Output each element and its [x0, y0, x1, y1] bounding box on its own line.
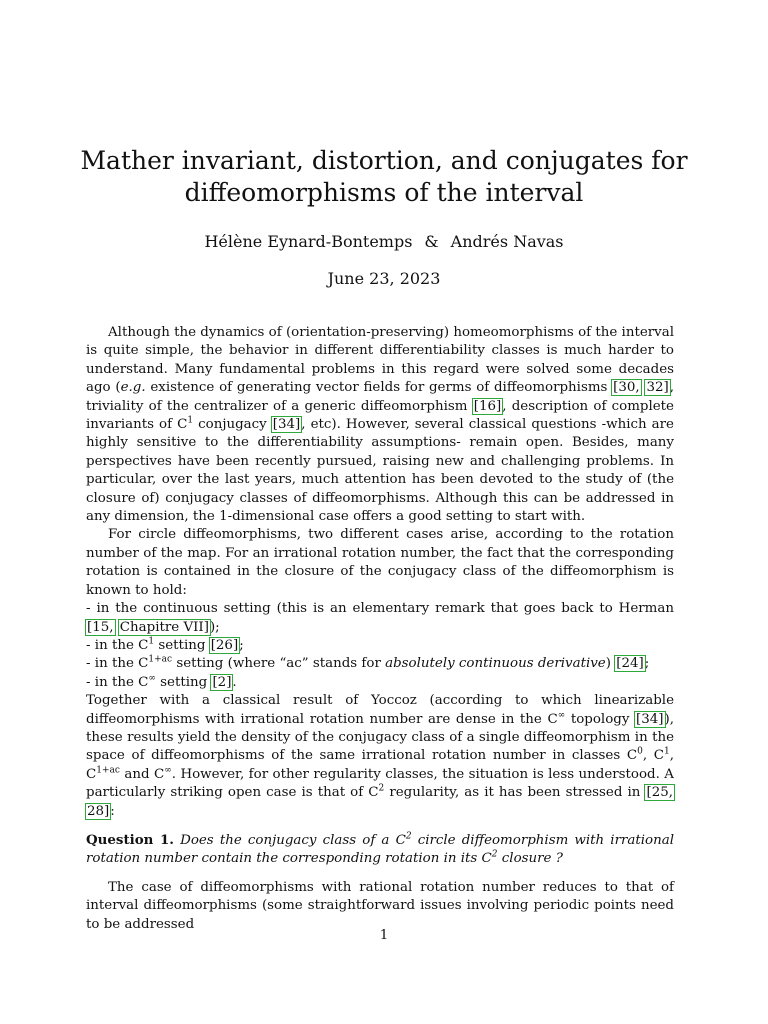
question-text: Does the conjugacy class of a C — [173, 832, 406, 848]
text-run: - in the C — [86, 656, 149, 672]
text-run: , triviality of the centralizer of a generic diffeomorphism — [86, 380, 674, 414]
citation-link[interactable]: [2] — [212, 674, 232, 690]
superscript: 1+ac — [96, 765, 120, 776]
text-run: conjugacy — [193, 417, 272, 433]
paragraph-3 — [86, 692, 674, 821]
paragraph-2: For circle diffeomorphisms, two different cases arise, according to the rotation number of the map. For an irrational rotation number, the fact that the corresponding rotation is contained in the closure of the conjugacy class of the diffeomorphism is known to hold: — [86, 527, 674, 598]
list-item — [86, 637, 674, 655]
text-run: existence of generating vector fields for germs of diffeomorphisms — [145, 380, 613, 396]
text-run: and C — [119, 766, 165, 782]
text-run: , C — [642, 748, 665, 764]
title-line-1: Mather invariant, distortion, and conjugates for — [80, 146, 688, 175]
page-number: 1 — [379, 928, 389, 943]
text-run: setting — [154, 637, 210, 653]
title-line-2: diffeomorphisms of the interval — [184, 178, 584, 207]
paper-body — [86, 324, 674, 934]
question-text: closure ? — [497, 851, 563, 867]
superscript: 2 — [491, 849, 498, 860]
superscript: 1 — [148, 636, 155, 647]
text-run: - in the C — [86, 637, 149, 653]
text-run: , C — [86, 748, 675, 782]
citation-link[interactable]: [26] — [210, 637, 239, 653]
list-item — [86, 674, 674, 692]
text-run: ), these results yield the density of the conjugacy class of a single diffeomorphism in the space of diffeomorphisms of the same irrational rotation number in classes C — [86, 711, 674, 764]
superscript: ∞ — [164, 765, 172, 776]
author-2: Andrés Navas — [450, 232, 564, 251]
list-item — [86, 655, 674, 673]
paper-date: June 23, 2023 — [327, 269, 441, 288]
question-text: circle diffeomorphism with irrational rotation number contain the corresponding rotation in its C — [86, 832, 674, 867]
author-1: Hélène Eynard-Bontemps — [204, 232, 413, 251]
text-run: : — [110, 803, 115, 819]
superscript: 2 — [378, 783, 385, 794]
text-run: , etc). However, several classical questions -which are highly sensitive to the differentiability assumptions- remain open. Besides, many perspectives have been recently pursued, raising new and challenging problems. In particular, over the last years, much attention has been devoted to the study of (the closure of) conjugacy classes of diffeomorphisms. Although this can be addressed in any dimension, the 1-dimensional case offers a good setting to start with. — [86, 417, 674, 525]
text-run: , description of complete invariants of C — [86, 398, 674, 433]
citation-link[interactable]: [25, — [646, 785, 673, 801]
text-run-italic: e.g. — [120, 380, 146, 396]
citation-link[interactable]: [24] — [616, 656, 644, 672]
superscript: 1+ac — [148, 654, 173, 665]
citation-link[interactable]: [34] — [272, 417, 301, 433]
text-run: ) — [605, 656, 616, 672]
text-run: setting (where “ac” stands for — [172, 656, 386, 672]
text-run: Together with a classical result of Yoccoz (according to which linearizable diffeomorphisms with irrational rotation number are dense in the C — [86, 693, 674, 727]
superscript: 1 — [664, 746, 670, 757]
citation-link[interactable]: [15, — [87, 619, 114, 635]
superscript: 2 — [405, 831, 412, 842]
superscript: 0 — [637, 746, 643, 757]
text-run: ; — [239, 637, 244, 653]
citation-link[interactable]: Chapitre VII] — [119, 619, 209, 635]
text-run: ; — [644, 656, 650, 672]
paragraph-1 — [86, 324, 674, 526]
citation-link[interactable]: [34] — [636, 711, 664, 727]
citation-link[interactable]: [30, — [613, 380, 640, 396]
text-run: regularity, as it has been stressed in — [384, 785, 646, 801]
text-run: ); — [209, 619, 220, 635]
paragraph-4: The case of diffeomorphisms with rational rotation number reduces to that of interval diffeomorphisms (some straightforward issues involving periodic points need to be addressed — [86, 879, 674, 932]
text-run: - in the continuous setting (this is an elementary remark that goes back to Herman — [86, 601, 674, 617]
text-run: . However, for other regularity classes, the situation is less understood. A particularly striking open case is that of C — [86, 766, 674, 801]
text-run: Although the dynamics of (orientation-preserving) homeomorphisms of the interval is quite simple, the behavior in different differentiability classes is much harder to understand. Many fundamental problems in this regard were solved some decades ago ( — [86, 325, 674, 396]
question-label: Question 1. — [86, 831, 174, 848]
text-run-italic: absolutely continuous derivative — [385, 656, 606, 672]
citation-link[interactable]: 32] — [646, 380, 669, 396]
text-run: setting — [155, 674, 212, 690]
text-run: . — [232, 674, 237, 690]
author-separator: & — [424, 232, 439, 251]
authors — [60, 231, 708, 253]
citation-link[interactable]: 28] — [87, 803, 110, 819]
superscript: ∞ — [148, 673, 156, 684]
text-run: topology — [565, 711, 636, 727]
list-item — [86, 600, 674, 637]
text-run: - in the C — [86, 674, 149, 690]
superscript: ∞ — [557, 710, 566, 721]
superscript: 1 — [187, 415, 194, 426]
question-1 — [86, 831, 674, 869]
paper-title — [60, 145, 708, 209]
citation-link[interactable]: [16] — [473, 398, 502, 414]
